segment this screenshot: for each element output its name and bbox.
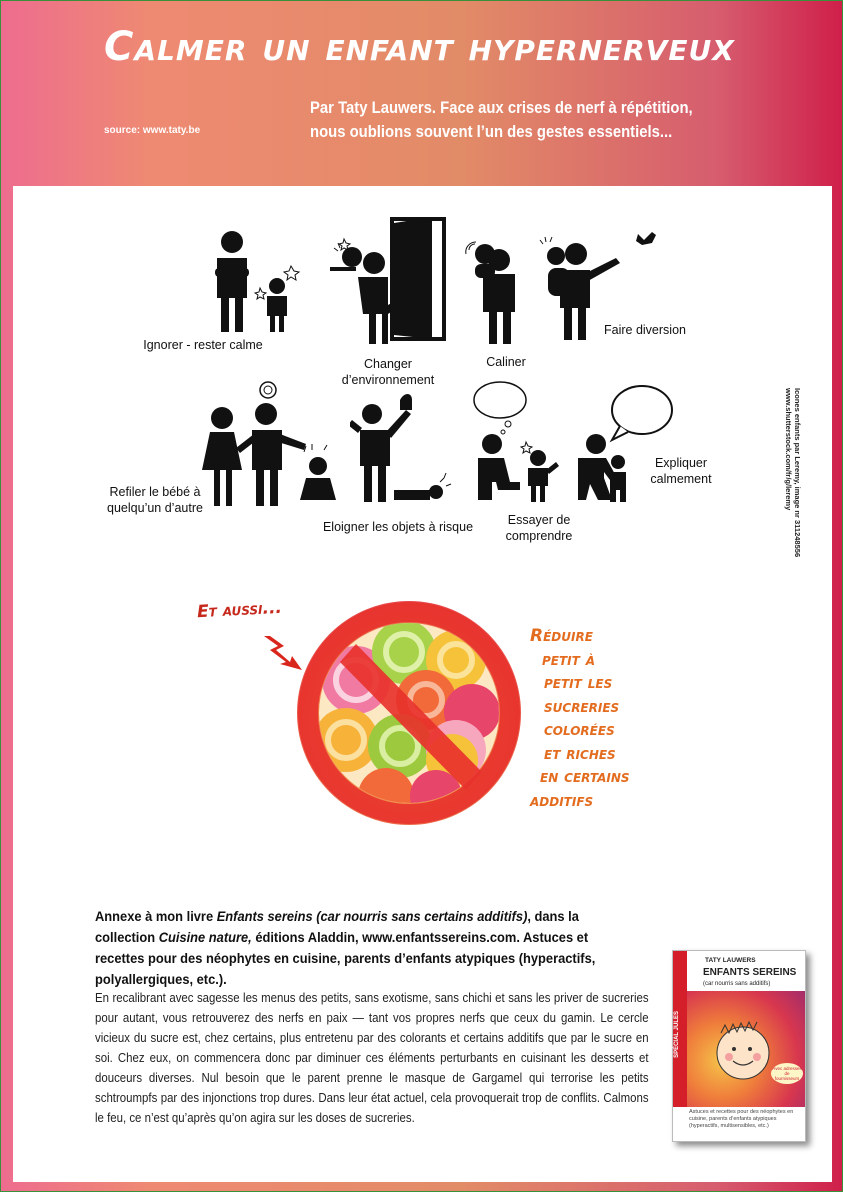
pictogram-try-understand	[470, 378, 562, 510]
book-spine: SPÉCIAL JULES	[673, 951, 687, 1107]
credit-line-2[interactable]: www.shutterstock.com/fr/g/leremy	[784, 388, 793, 511]
credit-line-1: Icones enfants par Leremy, image nr 311248556	[793, 388, 802, 558]
pictogram-remove-risky-objects	[350, 390, 462, 506]
et-aussi-heading: Et aussi...	[196, 597, 283, 623]
child-face-icon	[687, 991, 805, 1107]
label-hug: Caliner	[486, 355, 526, 369]
book-cover[interactable]	[672, 950, 806, 1142]
label-ignore: Ignorer - rester calme	[143, 338, 263, 352]
book-badge: Avec adresses de fournisseurs	[771, 1063, 803, 1084]
pictogram-hug	[465, 240, 525, 346]
pictogram-hand-baby-over	[200, 380, 346, 508]
annex-paragraph: Annexe à mon livre Enfants sereins (car nourris sans certains additifs), dans la collection Cuisine nature, éditions Aladdin, www.enfantssereins.com. Astuces et recettes pour des néophytes en cuisine, parents d’enfants atypiques (hyperactifs, polyallergiques, etc.).	[95, 908, 596, 987]
image-credit	[784, 388, 802, 558]
intro-line-2: nous oublions souvent l’un des gestes essentiels...	[310, 123, 673, 141]
label-remove-risky-objects: Eloigner les objets à risque	[322, 520, 474, 534]
intro-line-1: Par Taty Lauwers. Face aux crises de nerf à répétition,	[310, 99, 693, 117]
intro-text	[310, 96, 724, 144]
label-try-understand: Essayer de comprendre	[505, 513, 573, 543]
book-subtitle: (car nourris sans additifs)	[703, 981, 771, 987]
reduce-sugar-text: Réduire petit à petit les sucreries colorées et riches en certains additifs	[530, 626, 630, 811]
book-title: ENFANTS SEREINS	[703, 967, 797, 978]
pictogram-ignore-parent-child	[205, 228, 305, 336]
page-title: Calmer un enfant hypernerveux	[104, 24, 735, 70]
book-caption: Astuces et recettes pour des néophytes en cuisine, parents d’enfants atypiques (hyperactifs, multisensibles, etc.)	[689, 1109, 794, 1129]
no-candy-sign-icon	[296, 600, 522, 826]
source-link[interactable]: source: www.taty.be	[104, 125, 201, 136]
header-banner	[0, 0, 843, 186]
label-hand-baby-over: Refiler le bébé à quelqu’un d’autre	[107, 485, 203, 515]
label-explain-calmly: Expliquer calmement	[650, 456, 712, 486]
book-author: TATY LAUWERS	[705, 957, 756, 964]
pictogram-door-change-environment	[330, 215, 448, 345]
label-distraction: Faire diversion	[604, 323, 686, 337]
body-paragraph: En recalibrant avec sagesse les menus des petits, sans exotisme, sans chichi et sans les priver de sucreries pour autant, vous retrouverez des nerfs en paix — tant vos propres nerfs que ceux du gamin. Le cercle vicieux du sucre est, chez certains, plus entretenu par des colorants et certains additifs que par le sucre en soi. Chez eux, on commencera donc par diminuer ces éléments perturbants en cuisinant les desserts et douceurs diverses. Nul besoin que le parent prenne le masque de Gargamel qui terrorise les petits schtroumpfs par des injonctions trop dures. Dans leur état actuel, cela provoquerait trop de conflits. Calmons le feu, ce n’est qu’après qu’on agira sur les doses de sucreries.	[95, 991, 649, 1125]
book-title-link: Enfants sereins (car nourris sans certains additifs)	[216, 908, 528, 924]
label-change-environment: Changer d’environnement	[341, 357, 435, 387]
book-illustration	[687, 991, 805, 1107]
